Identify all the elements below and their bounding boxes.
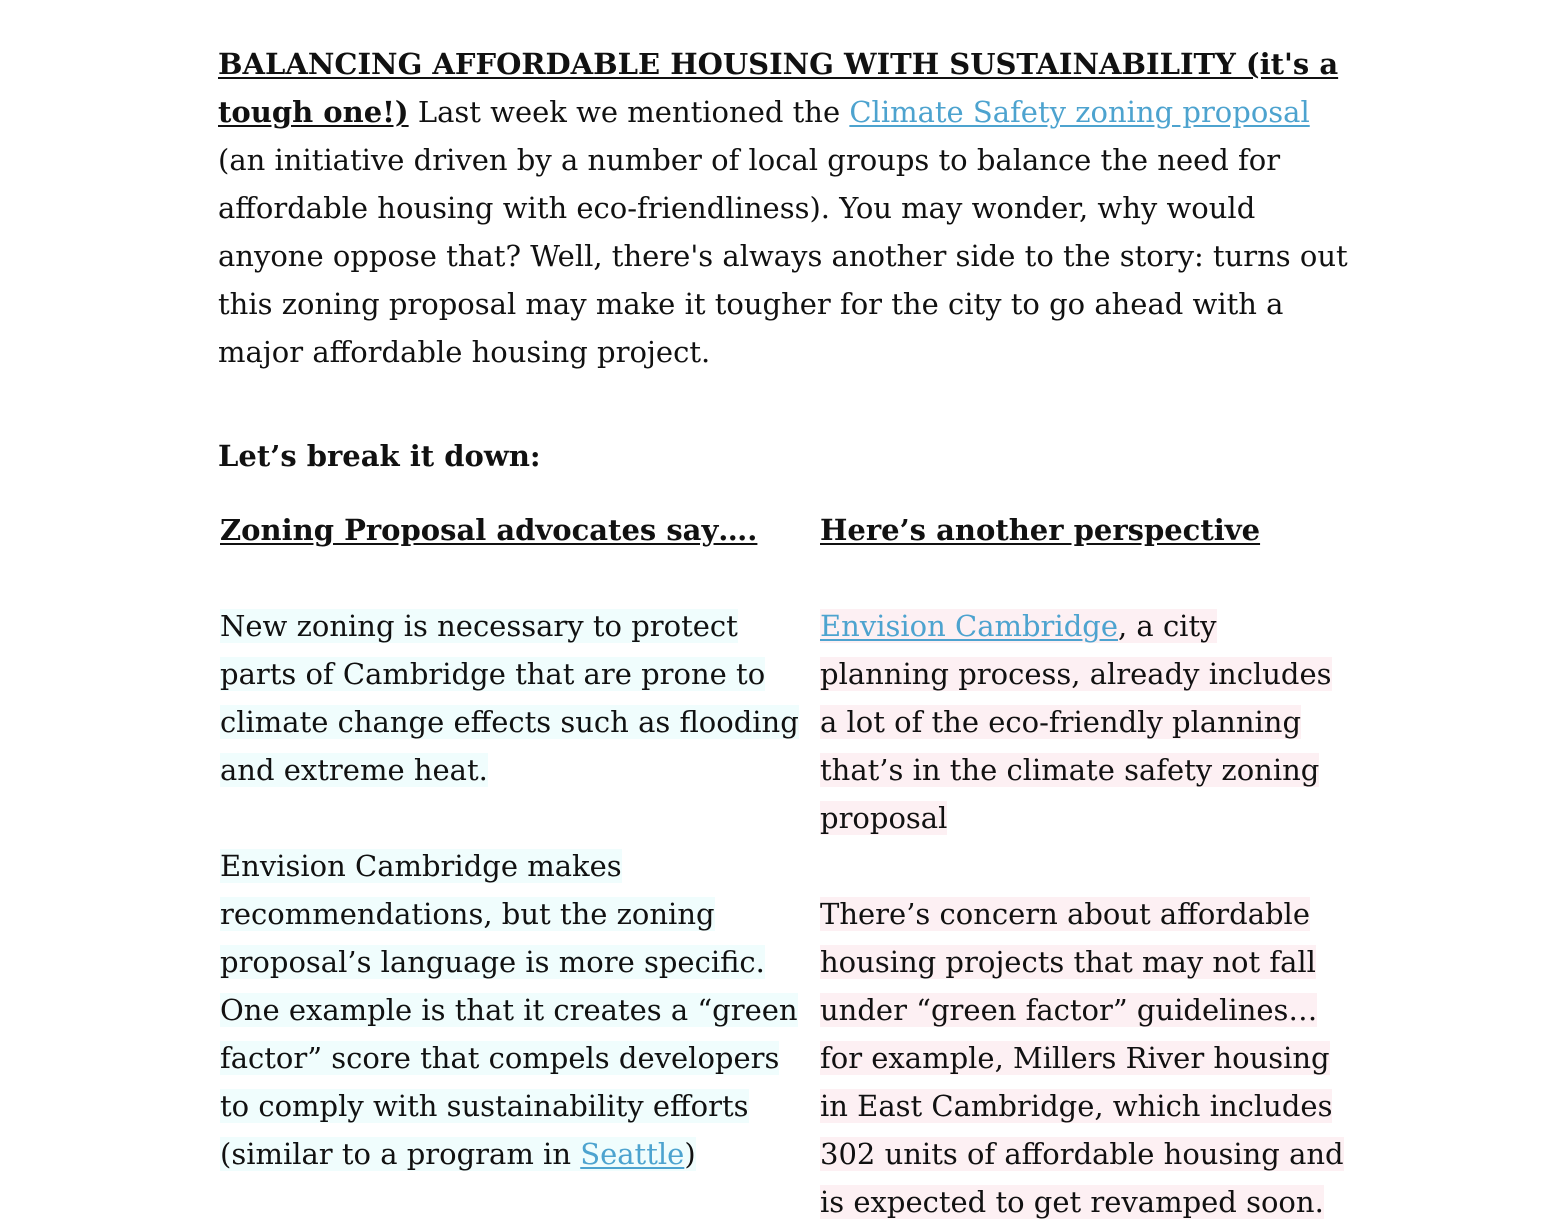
article — [218, 40, 1348, 1219]
perspective-paragraph-2 — [820, 890, 1348, 1226]
breakdown-label: Let’s break it down: — [218, 439, 541, 473]
climate-safety-zoning-link[interactable]: Climate Safety zoning proposal — [849, 95, 1310, 129]
intro-paragraph — [218, 40, 1348, 376]
advocates-paragraph-1-text: New zoning is necessary to protect parts of Cambridge that are prone to climate change effects such as flooding and extreme heat. — [220, 609, 799, 787]
advocates-paragraph-2 — [220, 842, 816, 1178]
seattle-link[interactable]: Seattle — [580, 1137, 685, 1171]
perspective-paragraph-1-after-link: , a city planning process, already includes a lot of the eco-friendly planning that’s in the climate safety zoning proposal — [820, 609, 1332, 835]
advocates-paragraph-2-after-link: ) — [684, 1137, 696, 1171]
advocates-column — [220, 506, 816, 1178]
perspective-column — [820, 506, 1348, 1226]
perspective-paragraph-2-text: There’s concern about affordable housing projects that may not fall under “green factor” guidelines… for example, Millers River housing in East Cambridge, which includes 302 units of affordable housing and is expected to get revamped soon. — [820, 897, 1344, 1219]
advocates-paragraph-2-before-link: Envision Cambridge makes recommendations, but the zoning proposal’s language is more specific. One example is that it creates a “green factor” score that compels developers to comply with sustainability efforts (similar to a program in — [220, 849, 798, 1171]
envision-cambridge-link[interactable]: Envision Cambridge — [820, 609, 1118, 643]
perspective-paragraph-1-text — [820, 609, 1332, 835]
intro-text-before-link: Last week we mentioned the — [408, 95, 850, 129]
advocates-paragraph-1 — [220, 602, 816, 794]
advocates-heading: Zoning Proposal advocates say…. — [220, 513, 758, 547]
headline: BALANCING AFFORDABLE HOUSING WITH SUSTAINABILITY (it's a tough one!) — [218, 47, 1339, 129]
perspective-heading: Here’s another perspective — [820, 513, 1261, 547]
intro-text-after-link: (an initiative driven by a number of local groups to balance the need for affordable housing with eco-friendliness). You may wonder, why would anyone oppose that? Well, there's always another side to the story: turns out this zoning proposal may make it tougher for the city to go ahead with a major affordable housing project. — [218, 143, 1348, 369]
perspective-paragraph-1 — [820, 602, 1348, 842]
advocates-paragraph-2-text — [220, 849, 798, 1171]
